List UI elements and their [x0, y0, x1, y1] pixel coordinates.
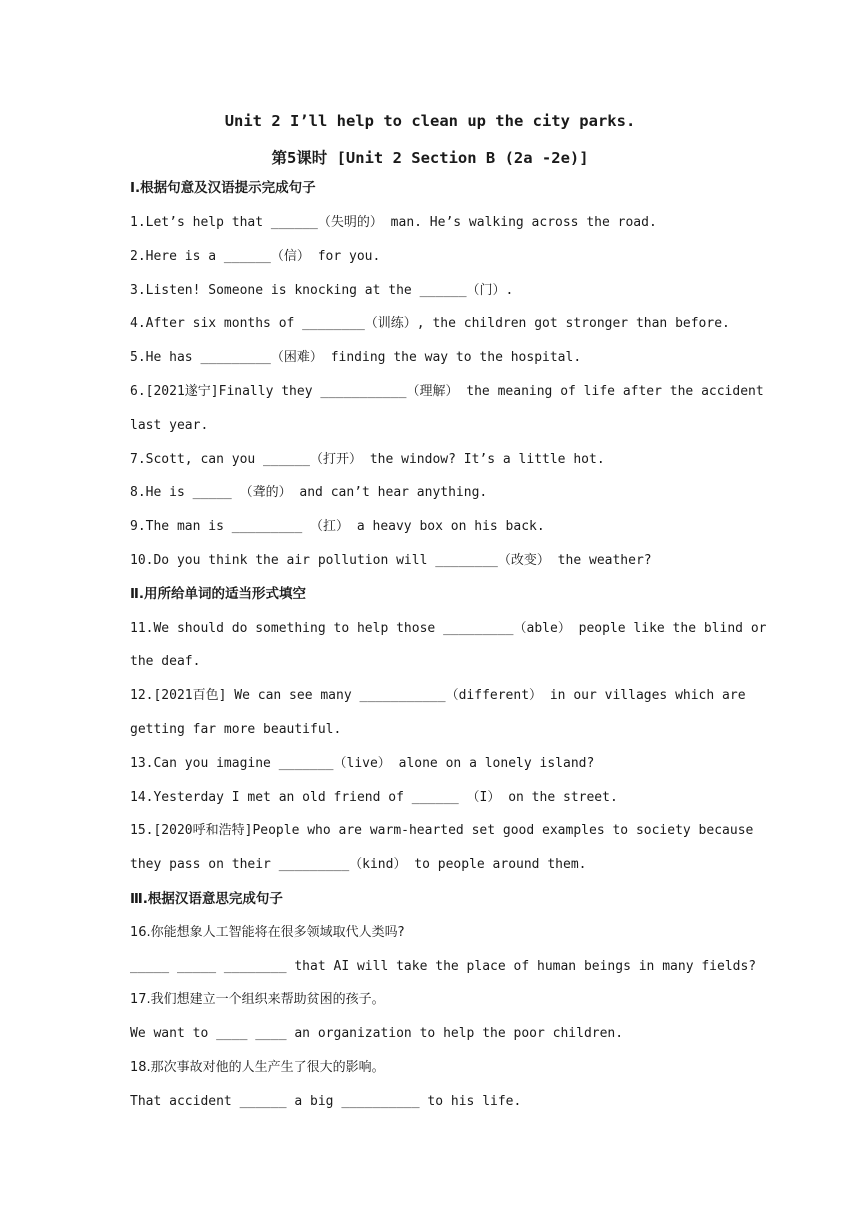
question-15-continued: they pass on their _________（kind） to people around them.: [130, 857, 587, 872]
page-subtitle: 第5课时 [Unit 2 Section B (2a -2e)]: [271, 149, 589, 167]
question-18-prompt: 18.那次事故对他的人生产生了很大的影响。: [130, 1060, 385, 1075]
question-17-prompt: 17.我们想建立一个组织来帮助贫困的孩子。: [130, 992, 385, 1007]
question-11-continued: the deaf.: [130, 654, 201, 669]
section-heading-1: Ⅰ.根据句意及汉语提示完成句子: [130, 180, 316, 196]
question-9: 9.The man is _________ （扛） a heavy box on his back.: [130, 519, 545, 534]
question-5: 5.He has _________（困难） finding the way to the hospital.: [130, 350, 582, 365]
question-13: 13.Can you imagine _______（live） alone on a lonely island?: [130, 756, 595, 771]
question-14: 14.Yesterday I met an old friend of ______ （I） on the street.: [130, 790, 618, 805]
question-3: 3.Listen! Someone is knocking at the ______（门）.: [130, 283, 514, 298]
question-1: 1.Let’s help that ______（失明的） man. He’s walking across the road.: [130, 215, 657, 230]
question-8: 8.He is _____ （聋的） and can’t hear anything.: [130, 485, 488, 500]
question-4: 4.After six months of ________（训练）, the children got stronger than before.: [130, 316, 730, 331]
question-18-answer: That accident ______ a big __________ to his life.: [130, 1094, 522, 1109]
section-heading-2: Ⅱ.用所给单词的适当形式填空: [130, 586, 307, 602]
question-6-continued: last year.: [130, 418, 209, 433]
question-16-prompt: 16.你能想象人工智能将在很多领域取代人类吗?: [130, 925, 405, 940]
question-11: 11.We should do something to help those _________（able） people like the blind or: [130, 621, 767, 636]
section-heading-3: Ⅲ.根据汉语意思完成句子: [130, 891, 283, 907]
question-7: 7.Scott, can you ______（打开） the window? It’s a little hot.: [130, 452, 605, 467]
question-12-continued: getting far more beautiful.: [130, 722, 342, 737]
question-6: 6.[2021遂宁]Finally they ___________（理解） the meaning of life after the accident: [130, 384, 764, 399]
question-16-answer: _____ _____ ________ that AI will take the place of human beings in many fields?: [130, 959, 757, 974]
question-10: 10.Do you think the air pollution will ________（改变） the weather?: [130, 553, 652, 568]
question-17-answer: We want to ____ ____ an organization to help the poor children.: [130, 1026, 624, 1041]
question-2: 2.Here is a ______（信） for you.: [130, 249, 381, 264]
page-title: Unit 2 I’ll help to clean up the city parks.: [224, 112, 636, 130]
question-12: 12.[2021百色] We can see many ___________（different） in our villages which are: [130, 688, 746, 703]
question-15: 15.[2020呼和浩特]People who are warm-hearted set good examples to society because: [130, 823, 754, 838]
